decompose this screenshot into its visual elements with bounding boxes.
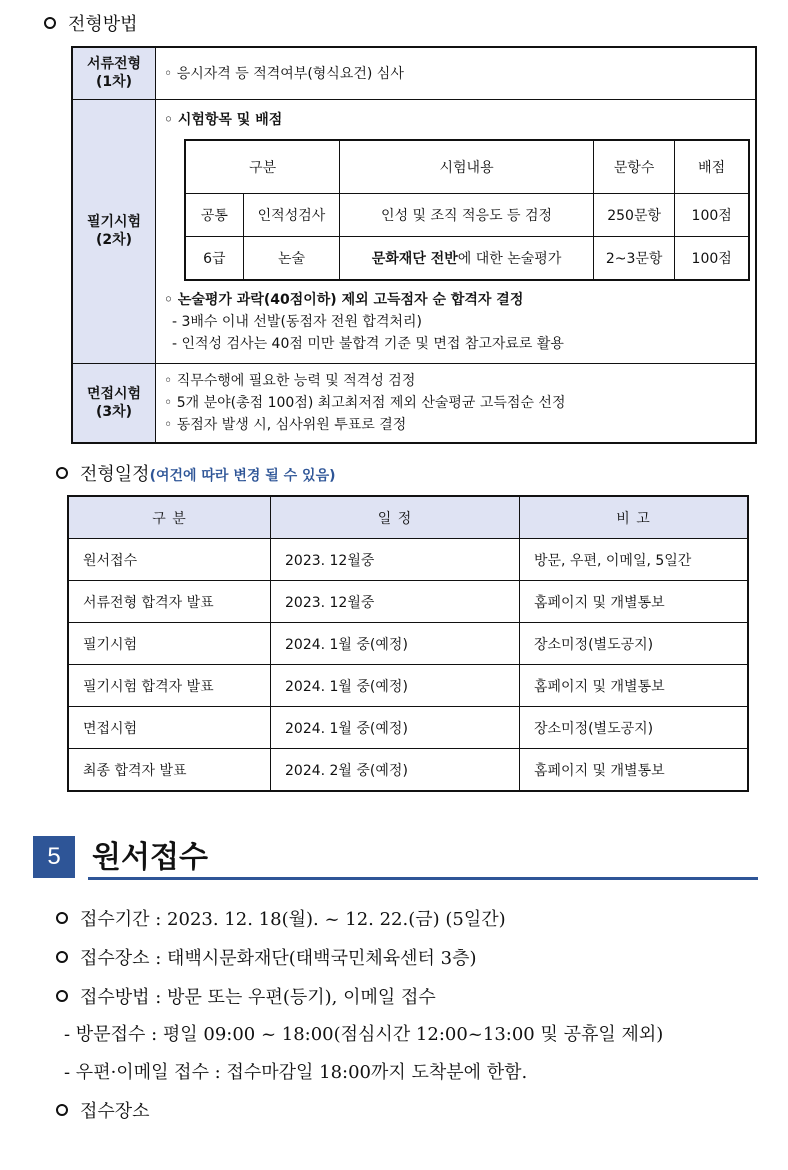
exam-items-header — [185, 140, 749, 194]
circle-bullet-icon — [56, 990, 68, 1002]
method-interview-cell: ◦ 직무수행에 필요한 능력 및 적격성 검정 ◦ 5개 분야(총점 100점) 최고최저점 제외 산술평균 고득점순 선정 ◦ 동점자 발생 시, 심사위원 투표로 결정 — [156, 363, 757, 443]
header-score: 배점 — [675, 140, 749, 194]
section-title: 원서접수 — [92, 840, 208, 875]
circle-bullet-icon — [44, 17, 56, 29]
schedule-row: 면접시험 2024. 1월 중(예정) 장소미정(별도공지) — [68, 707, 748, 749]
schedule-row: 필기시험 2024. 1월 중(예정) 장소미정(별도공지) — [68, 623, 748, 665]
method-label-doc: 서류전형 (1차) — [72, 47, 156, 99]
method-row-written — [72, 99, 756, 363]
circle-bullet-icon — [56, 1104, 68, 1116]
schedule-row: 서류전형 합격자 발표 2023. 12월중 홈페이지 및 개별통보 — [68, 581, 748, 623]
items-title: ◦ 시험항목 및 배점 — [164, 112, 283, 128]
exam-items-row: 공통 인적성검사 인성 및 조직 적응도 등 검정 250문항 100점 — [185, 194, 749, 237]
schedule-note: (여건에 따라 변경 될 수 있음) — [149, 468, 336, 484]
apply-mail: - 우편·이메일 접수 : 접수마감일 18:00까지 도착분에 한함. — [64, 1062, 528, 1083]
circle-bullet-icon — [56, 912, 68, 924]
exam-items-table — [184, 139, 750, 281]
method-label-written: 필기시험 (2차) — [72, 99, 156, 363]
exam-items-row: 6급 논술 문화재단 전반에 대한 논술평가 2~3문항 100점 — [185, 237, 749, 281]
pass-note: - 3배수 이내 선발(동점자 전원 합격처리) — [172, 314, 422, 330]
schedule-table — [67, 495, 749, 792]
schedule-row: 필기시험 합격자 발표 2024. 1월 중(예정) 홈페이지 및 개별통보 — [68, 665, 748, 707]
apply-visit: - 방문접수 : 평일 09:00 ~ 18:00(점심시간 12:00~13:00 및 공휴일 제외) — [64, 1024, 664, 1045]
pass-note: - 인적성 검사는 40점 미만 불합격 기준 및 면접 참고자료로 활용 — [172, 336, 564, 352]
circle-bullet-icon — [56, 467, 68, 479]
apply-method: 접수방법 : 방문 또는 우편(등기), 이메일 접수 — [56, 983, 436, 1009]
essay-content: 문화재단 전반에 대한 논술평가 — [340, 237, 594, 281]
header-count: 문항수 — [593, 140, 674, 194]
schedule-header: 구 분 일 정 비 고 — [68, 496, 748, 539]
schedule-row: 최종 합격자 발표 2024. 2월 중(예정) 홈페이지 및 개별통보 — [68, 749, 748, 792]
section-number: 5 — [33, 836, 75, 878]
apply-period: 접수기간 : 2023. 12. 18(월). ~ 12. 22.(금) (5일간) — [56, 905, 506, 931]
method-table — [71, 46, 757, 444]
schedule-row: 원서접수 2023. 12월중 방문, 우편, 이메일, 5일간 — [68, 539, 748, 581]
schedule-heading: 전형일정(여건에 따라 변경 될 수 있음) — [56, 460, 336, 486]
apply-place-2: 접수장소 — [56, 1097, 150, 1123]
method-row-doc — [72, 47, 756, 99]
pass-rule-title: ◦ 논술평가 과락(40점이하) 제외 고득점자 순 합격자 결정 — [164, 292, 524, 308]
method-written-cell — [156, 99, 757, 363]
method-heading: 전형방법 — [44, 10, 138, 36]
method-doc-text: ◦ 응시자격 등 적격여부(형식요건) 심사 — [156, 47, 757, 99]
header-category: 구분 — [185, 140, 340, 194]
method-label-interview: 면접시험 (3차) — [72, 363, 156, 443]
header-content: 시험내용 — [340, 140, 594, 194]
circle-bullet-icon — [56, 951, 68, 963]
apply-place: 접수장소 : 태백시문화재단(태백국민체육센터 3층) — [56, 944, 477, 970]
section-rule — [88, 877, 758, 880]
method-row-interview — [72, 363, 756, 443]
